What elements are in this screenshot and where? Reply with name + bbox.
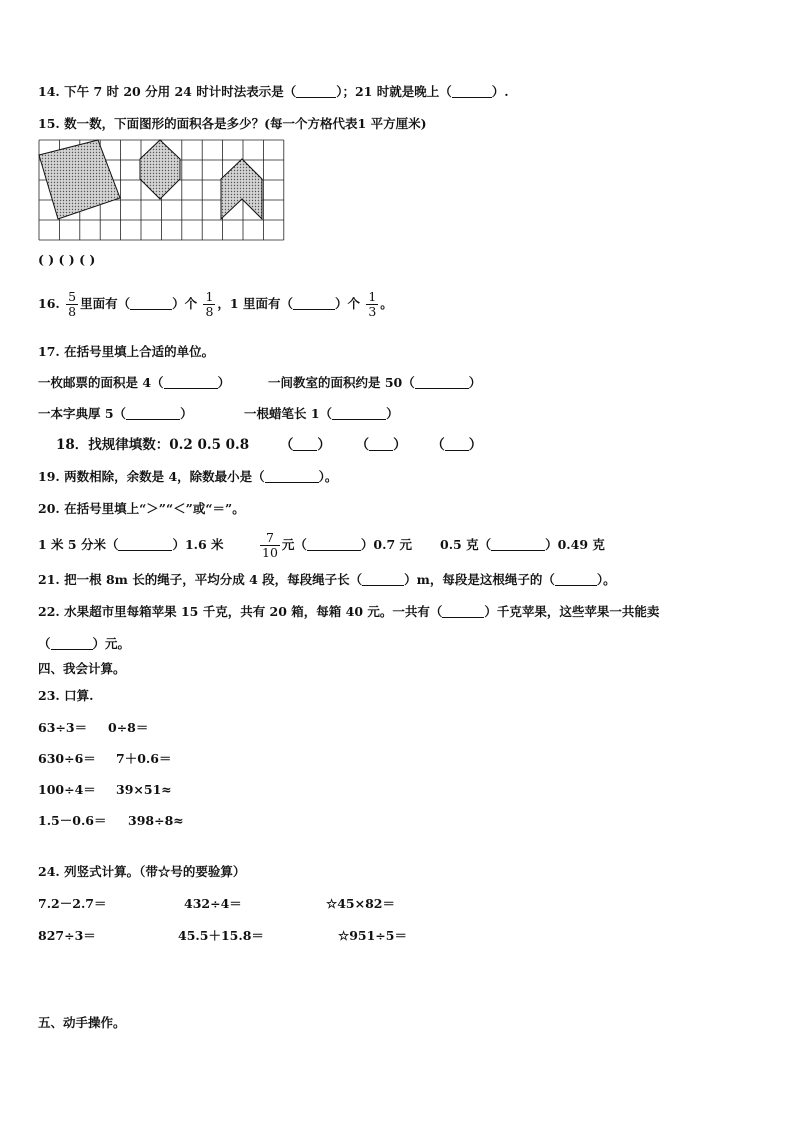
area-grid-figure <box>38 139 288 246</box>
q14-text-a: 14. 下午 7 时 20 分用 24 时计时法表示是（ <box>38 84 297 99</box>
q18-open-2: （ <box>355 437 370 453</box>
q22-text-b: ）千克苹果，这些苹果一共能卖 <box>484 604 660 619</box>
q21-blank-2[interactable] <box>555 573 597 586</box>
q20-meter-end: ）1.6 米 <box>172 537 224 552</box>
q16-fraction-1-3 <box>366 290 378 319</box>
question-18 <box>56 437 482 453</box>
q14-blank-2[interactable] <box>452 85 492 98</box>
q18-blank-2[interactable] <box>369 438 393 451</box>
q23-calc-3b[interactable]: 39×51≈ <box>116 782 172 797</box>
q23-calc-4a[interactable]: 1.5－0.6＝ <box>38 813 107 828</box>
q18-open-3: （ <box>431 437 445 453</box>
octagon-shape <box>140 140 180 199</box>
q15-answers[interactable]: ( ) ( ) ( ) <box>38 252 96 267</box>
q20-yuan-end: ）0.7 元 <box>360 537 413 552</box>
q16-text-4: ）个 <box>334 296 360 311</box>
q24-calc-1b[interactable]: 432÷4＝ <box>184 896 242 911</box>
q23-calc-1b[interactable]: 0÷8＝ <box>108 720 149 735</box>
fraction-denominator: 10 <box>262 545 278 560</box>
q22-blank-2[interactable] <box>51 637 93 650</box>
q22-text-a: 22. 水果超市里每箱苹果 15 千克，共有 20 箱，每箱 40 元。一共有（ <box>38 604 443 619</box>
question-15: 15. 数一数，下面图形的面积各是多少？(每一个方格代表1 平方厘米) <box>38 116 427 131</box>
q16-blank-2[interactable] <box>293 297 335 310</box>
q17-crayon-close: ） <box>386 406 399 421</box>
q17-crayon-text: 一根蜡笔长 1（ <box>244 406 333 421</box>
q22-text-c: （ <box>38 636 51 651</box>
q18-open-1: （ <box>279 437 294 453</box>
fraction-denominator: 3 <box>368 304 377 319</box>
question-21 <box>38 572 616 588</box>
q17-classroom-text: 一间教室的面积约是 50（ <box>268 375 415 390</box>
q16-fraction-1-8 <box>203 290 215 319</box>
q18-close-2: ） <box>393 437 407 453</box>
q17-item-classroom <box>268 375 481 391</box>
q17-dictionary-text: 一本字典厚 5（ <box>38 406 127 421</box>
q20-blank-3[interactable] <box>491 538 545 551</box>
q17-item-crayon <box>244 406 399 422</box>
question-23-title: 23. 口算. <box>38 688 94 703</box>
q18-blank-3[interactable] <box>445 438 469 451</box>
fraction-numerator: 5 <box>68 289 77 304</box>
question-17-title: 17. 在括号里填上合适的单位。 <box>38 344 215 359</box>
q24-calc-2c[interactable]: ☆951÷5＝ <box>338 928 407 943</box>
q21-text-c: ）。 <box>596 572 616 587</box>
q19-text: 19. 两数相除，余数是 4，除数最小是（ <box>38 469 265 484</box>
fraction-numerator: 1 <box>368 289 377 304</box>
q21-text-b: ）m，每段是这根绳子的（ <box>404 572 555 587</box>
q18-close-3: ） <box>468 437 483 453</box>
q23-calc-3a[interactable]: 100÷4＝ <box>38 782 96 797</box>
q17-classroom-close: ） <box>468 375 482 390</box>
q24-calc-2a[interactable]: 827÷3＝ <box>38 928 96 943</box>
q16-text-2: ）个 <box>172 296 198 311</box>
q17-item-dictionary <box>38 406 193 422</box>
q14-text-b: ）；21 时就是晚上（ <box>336 84 452 99</box>
q22-text-d: ）元。 <box>92 636 131 651</box>
question-24-title: 24. 列竖式计算。（带☆号的要验算） <box>38 864 246 879</box>
q18-blank-1[interactable] <box>293 438 317 451</box>
question-20-title: 20. 在括号里填上“＞”“＜”或“＝”。 <box>38 501 245 516</box>
q20-blank-2[interactable] <box>307 538 361 551</box>
area-grid-svg <box>38 139 288 243</box>
q20-gram-end: ）0.49 克 <box>545 537 605 552</box>
section-4-heading: 四、我会计算。 <box>38 661 126 676</box>
q18-close-1: ） <box>317 437 331 453</box>
q20-meter-text: 1 米 5 分米（ <box>38 537 119 552</box>
q17-blank-3[interactable] <box>126 407 180 420</box>
q17-item-stamp <box>38 375 230 391</box>
fraction-numerator: 1 <box>205 289 214 304</box>
q16-label: 16. <box>38 296 60 311</box>
q17-stamp-close: ） <box>217 375 231 390</box>
question-16 <box>38 286 393 326</box>
tilted-square-shape <box>39 140 120 219</box>
q14-blank-1[interactable] <box>296 85 336 98</box>
q24-calc-1c[interactable]: ☆45×82＝ <box>326 896 395 911</box>
q16-text-3: ，1 里面有（ <box>217 296 293 311</box>
q24-calc-2b[interactable]: 45.5＋15.8＝ <box>178 928 264 943</box>
q23-calc-2b[interactable]: 7＋0.6＝ <box>116 751 172 766</box>
q16-text-5: 。 <box>380 296 393 311</box>
question-22-cont <box>38 636 130 652</box>
q14-text-c: ）. <box>491 84 509 99</box>
q17-blank-4[interactable] <box>332 407 386 420</box>
q17-blank-1[interactable] <box>164 376 218 389</box>
q19-blank[interactable] <box>265 470 319 483</box>
q19-end: ）。 <box>318 469 338 484</box>
fraction-denominator: 8 <box>205 304 214 319</box>
q24-calc-1a[interactable]: 7.2－2.7＝ <box>38 896 107 911</box>
question-22 <box>38 604 659 620</box>
q20-blank-1[interactable] <box>118 538 172 551</box>
q20-item-meter <box>38 537 224 553</box>
q16-text-1: 里面有（ <box>80 296 131 311</box>
q21-text-a: 21. 把一根 8m 长的绳子，平均分成 4 段，每段绳子长（ <box>38 572 363 587</box>
fraction-denominator: 8 <box>68 304 77 319</box>
q20-item-gram <box>440 537 605 553</box>
question-14 <box>38 84 509 100</box>
q23-calc-4b[interactable]: 398÷8≈ <box>128 813 184 828</box>
q16-blank-1[interactable] <box>130 297 172 310</box>
q23-calc-1a[interactable]: 63÷3＝ <box>38 720 88 735</box>
q17-dictionary-close: ） <box>180 406 193 421</box>
section-5-heading: 五、动手操作。 <box>38 1015 126 1030</box>
fraction-numerator: 7 <box>260 531 280 546</box>
q20-item-yuan <box>258 522 412 570</box>
q17-stamp-text: 一枚邮票的面积是 4（ <box>38 375 164 390</box>
q21-blank-1[interactable] <box>362 573 404 586</box>
q20-gram-text: 0.5 克（ <box>440 537 492 552</box>
q18-text: 18．找规律填数：0.2 0.5 0.8 <box>56 437 250 453</box>
q23-calc-2a[interactable]: 630÷6＝ <box>38 751 96 766</box>
q22-blank-1[interactable] <box>442 605 484 618</box>
q17-blank-2[interactable] <box>415 376 469 389</box>
arrow-pentagon-shape <box>221 159 262 219</box>
q20-yuan-text: 元（ <box>281 537 307 552</box>
q20-fraction-7-10 <box>260 531 280 560</box>
question-19 <box>38 469 337 485</box>
q16-fraction-5-8 <box>66 290 78 319</box>
